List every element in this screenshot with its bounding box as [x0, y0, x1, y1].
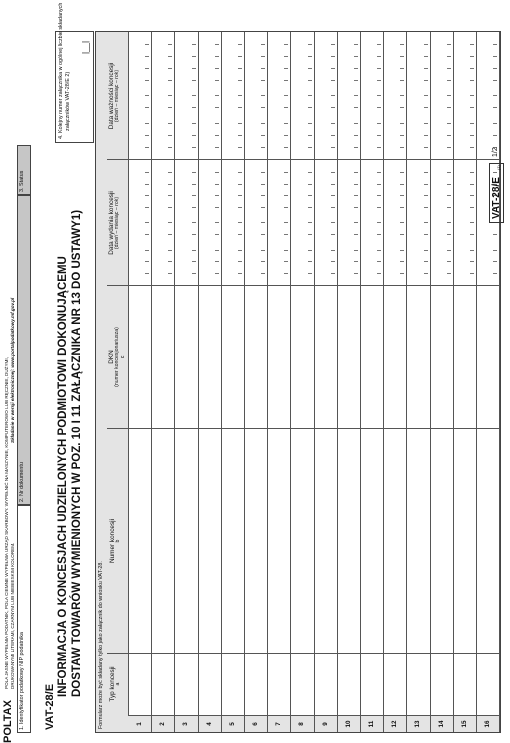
column-divider — [107, 653, 500, 654]
footer-version: (1) — [496, 165, 501, 170]
footer-code: VAT-28/E — [491, 177, 502, 219]
brand-logo: POLTAX — [2, 700, 14, 743]
form-code: VAT-28/E — [44, 683, 56, 730]
table-cell[interactable] — [338, 656, 359, 714]
date-comb — [376, 44, 381, 148]
date-comb — [283, 172, 288, 274]
date-comb — [144, 44, 149, 148]
date-comb — [260, 44, 265, 148]
table-cell[interactable] — [315, 431, 336, 652]
table-cell[interactable] — [129, 656, 150, 714]
row-number: 11 — [368, 720, 375, 728]
date-comb — [191, 44, 196, 148]
row-number: 5 — [228, 722, 236, 726]
instructions-line-2: DRUKOWANYMI LITERAMI, CZARNYM LUB NIEBIESKIM KOLOREM. — [10, 542, 15, 689]
column-header-number: Numer koncesji b — [109, 518, 122, 564]
date-comb — [376, 172, 381, 274]
date-comb — [469, 172, 474, 274]
table-cell[interactable] — [129, 431, 150, 652]
nip-field-label: 1. Identyfikator podatkowy NIP podatnika — [19, 632, 25, 730]
column-header-expiry-date: Data ważności koncesji (dzień – miesiąc – rok) — [108, 62, 121, 130]
table-cell[interactable] — [245, 431, 266, 652]
table-cell[interactable] — [407, 656, 428, 714]
table-cell[interactable] — [384, 288, 405, 427]
column-header-type: Typ koncesji a — [109, 666, 122, 702]
table-cell[interactable] — [384, 656, 405, 714]
row-number: 13 — [414, 720, 422, 728]
row-number: 7 — [275, 722, 283, 726]
row-number: 14 — [437, 720, 445, 728]
table-cell[interactable] — [431, 656, 452, 714]
table-cell[interactable] — [199, 431, 220, 652]
table-cell[interactable] — [245, 656, 266, 714]
status-field — [17, 145, 31, 195]
date-comb — [399, 44, 404, 148]
nip-field[interactable] — [17, 505, 31, 733]
date-comb — [214, 172, 219, 274]
footer — [489, 37, 505, 223]
date-comb — [237, 172, 242, 274]
attachment-number-label-1: 4. Kolejny numer załącznika w ogólnej liczbie składanych — [58, 2, 64, 139]
date-comb — [307, 172, 312, 274]
table-cell[interactable] — [338, 431, 359, 652]
table-cell[interactable] — [315, 288, 336, 427]
table-cell[interactable] — [152, 431, 173, 652]
table-cell[interactable] — [152, 656, 173, 714]
attachment-number-label-2: załączników VAT-28/E 2) — [65, 71, 71, 131]
date-comb — [446, 44, 451, 148]
date-comb — [167, 44, 172, 148]
date-comb — [399, 172, 404, 274]
attachment-number-field[interactable] — [55, 2, 94, 143]
table-cell[interactable] — [291, 656, 312, 714]
table-cell[interactable] — [431, 431, 452, 652]
concessions-table — [95, 31, 501, 733]
table-cell[interactable] — [384, 431, 405, 652]
table-cell[interactable] — [222, 431, 243, 652]
date-comb — [237, 44, 242, 148]
date-comb — [307, 44, 312, 148]
table-cell[interactable] — [407, 431, 428, 652]
column-header-dkn: DKN (numer koncesjonariusza) c — [108, 327, 127, 387]
table-cell[interactable] — [175, 656, 196, 714]
form-title-line-1: INFORMACJA O KONCESJACH UDZIELONYCH PODMIOTOWI DOKONUJĄCEMU — [57, 256, 69, 697]
row-number: 8 — [298, 722, 306, 726]
row-number: 10 — [344, 720, 352, 728]
column-divider — [107, 285, 500, 286]
column-divider — [107, 428, 500, 429]
date-comb — [144, 172, 149, 274]
date-comb — [260, 172, 265, 274]
table-cell[interactable] — [175, 431, 196, 652]
instructions-line-1: POLA JASNE WYPEŁNIA PODATNIK, POLA CIEMNE WYPEŁNIA URZĄD SKARBOWY. WYPEŁNIĆ NA MASZYNIE, KOMPUTEROWO LUB RĘCZNIE, DUŻYMI, — [4, 357, 9, 689]
table-cell[interactable] — [477, 656, 498, 714]
row-number: 12 — [391, 720, 399, 728]
attachment-number-value: |__| — [81, 40, 90, 54]
table-cell[interactable] — [222, 656, 243, 714]
date-comb — [283, 44, 288, 148]
table-cell[interactable] — [477, 288, 498, 427]
row-number: 1 — [136, 722, 143, 726]
document-number-label: 2. Nr dokumentu — [19, 462, 25, 502]
row-number: 16 — [484, 720, 491, 728]
table-cell[interactable] — [268, 288, 289, 427]
date-comb — [167, 172, 172, 274]
date-comb — [191, 172, 196, 274]
table-cell[interactable] — [199, 656, 220, 714]
date-comb — [353, 172, 358, 274]
row-number: 15 — [460, 720, 468, 728]
table-note: Formularz może być składany tylko jako załącznik do wniosku VAT-28. — [98, 561, 104, 729]
column-header-issue-date: Data wydania koncesji (dzień – miesiąc – rok) — [108, 191, 121, 255]
table-cell[interactable] — [199, 288, 220, 427]
row-number: 3 — [182, 722, 190, 726]
document-number-field — [17, 195, 31, 505]
table-cell[interactable] — [454, 288, 475, 427]
table-cell[interactable] — [291, 288, 312, 427]
date-comb — [423, 172, 428, 274]
table-cell[interactable] — [245, 288, 266, 427]
table-cell[interactable] — [152, 288, 173, 427]
instructions-line-3: Składanie w wersji elektronicznej: www.portalpodatkowy.mf.gov.pl — [10, 297, 15, 443]
footer-code-box — [489, 163, 504, 223]
table-cell[interactable] — [477, 431, 498, 652]
table-cell[interactable] — [222, 288, 243, 427]
table-cell[interactable] — [268, 431, 289, 652]
row-number: 2 — [159, 722, 167, 726]
date-comb — [423, 44, 428, 148]
column-divider — [107, 159, 500, 160]
table-cell[interactable] — [175, 288, 196, 427]
table-cell[interactable] — [268, 656, 289, 714]
table-cell[interactable] — [129, 288, 150, 427]
table-cell[interactable] — [454, 656, 475, 714]
date-comb — [446, 172, 451, 274]
date-comb — [214, 44, 219, 148]
row-number: 9 — [321, 722, 329, 726]
table-cell[interactable] — [454, 431, 475, 652]
date-comb — [469, 44, 474, 148]
form-title-line-2: DOSTAW TOWARÓW WYMIENIONYCH W POZ. 10 I 11 ZAŁĄCZNIKA NR 13 DO USTAWY1) — [71, 209, 83, 697]
table-cell[interactable] — [338, 288, 359, 427]
row-number: 6 — [252, 722, 259, 726]
status-label: 3. Status — [19, 170, 25, 192]
date-comb — [330, 172, 335, 274]
table-cell[interactable] — [407, 288, 428, 427]
date-comb — [353, 44, 358, 148]
table-cell[interactable] — [361, 431, 382, 652]
footer-page: 1/2 — [492, 147, 499, 157]
table-cell[interactable] — [291, 431, 312, 652]
table-cell[interactable] — [361, 288, 382, 427]
table-cell[interactable] — [315, 656, 336, 714]
table-cell[interactable] — [361, 656, 382, 714]
date-comb — [330, 44, 335, 148]
row-number: 4 — [205, 722, 213, 726]
table-cell[interactable] — [431, 288, 452, 427]
